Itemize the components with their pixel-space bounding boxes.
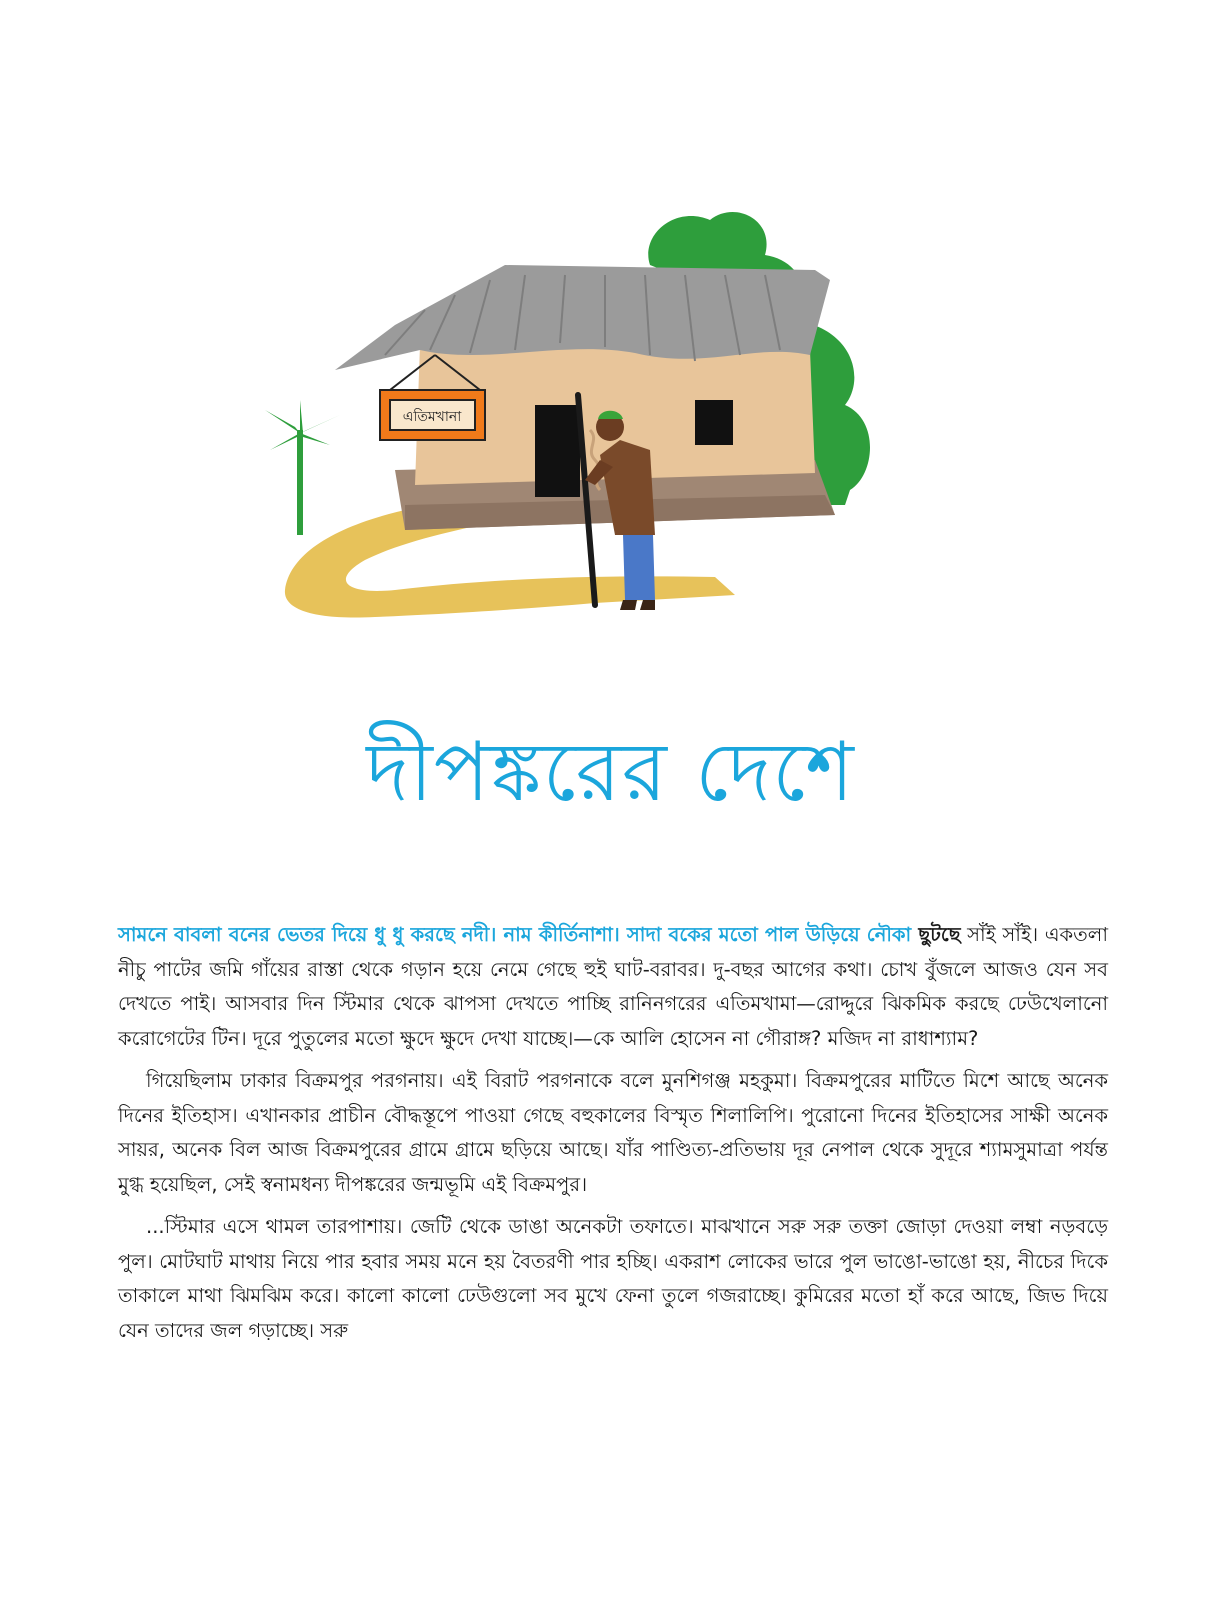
- lead-bold-word: ছুটছে: [918, 923, 961, 946]
- sign-text: এতিমখানা: [402, 409, 462, 425]
- article-body: [118, 918, 1108, 1356]
- door: [535, 405, 580, 497]
- window: [695, 400, 733, 445]
- paragraph-2: গিয়েছিলাম ঢাকার বিক্রমপুর পরগনায়। এই বিরাট পরগনাকে বলে মুনশিগঞ্জ মহকুমা। বিক্রমপুরের মাটিতে মিশে আছে অনেক দিনের ইতিহাস। এখানকার প্রাচীন বৌদ্ধস্তূপে পাওয়া গেছে বহুকালের বিস্মৃত শিলালিপি। পুরোনো দিনের ইতিহাসের সাক্ষী অনেক সায়র, অনেক বিল আজ বিক্রমপুরের গ্রামে গ্রামে ছড়িয়ে আছে। যাঁর পাণ্ডিত্য-প্রতিভায় দূর নেপাল থেকে সুদূরে শ্যামসুমাত্রা পর্যন্ত মুগ্ধ হয়েছিল, সেই স্বনামধন্য দীপঙ্করের জন্মভূমি এই বিক্রমপুর।: [118, 1069, 1108, 1196]
- palm-tree-left: [265, 400, 340, 535]
- orphanage-illustration: [255, 205, 945, 630]
- paragraph-1-rest: সাঁই সাঁই। একতলা নীচু পাটের জমি গাঁয়ের রাস্তা থেকে গড়ান হয়ে নেমে গেছে হুই ঘাট-বরাবর। দু-বছর আগের কথা। চোখ বুঁজলে আজও যেন সব দেখতে পাই। আসবার দিন স্টিমার থেকে ঝাপসা দেখতে পাচ্ছি রানিনগরের এতিমখামা—রোদ্দুরে ঝিকমিক করছে ঢেউখেলানো করোগেটের টিন। দূরে পুতুলের মতো ক্ষুদে ক্ষুদে দেখা যাচ্ছে।—কে আলি হোসেন না গৌরাঙ্গ? মজিদ না রাধাশ্যাম?: [118, 923, 1108, 1050]
- paragraph-3: ...স্টিমার এসে থামল তারপাশায়। জেটি থেকে ডাঙা অনেকটা তফাতে। মাঝখানে সরু সরু তক্তা জোড়া দেওয়া লম্বা নড়বড়ে পুল। মোটঘাট মাথায় নিয়ে পার হবার সময় মনে হয় বৈতরণী পার হচ্ছি। একরাশ লোকের ভারে পুল ভাঙো-ভাঙো হয়, নীচের দিকে তাকালে মাথা ঝিমঝিম করে। কালো কালো ঢেউগুলো সব মুখে ফেনা তুলে গজরাচ্ছে। কুমিরের মতো হাঁ করে আছে, জিভ দিয়ে যেন তাদের জল গড়াচ্ছে। সরু: [118, 1215, 1108, 1342]
- lead-sentence: সামনে বাবলা বনের ভেতর দিয়ে ধু ধু করছে নদী। নাম কীর্তিনাশা। সাদা বকের মতো পাল উড়িয়ে নৌকা: [118, 923, 919, 946]
- paragraph-1: [118, 918, 1108, 1056]
- chapter-title: দীপঙ্করের দেশে: [366, 725, 855, 820]
